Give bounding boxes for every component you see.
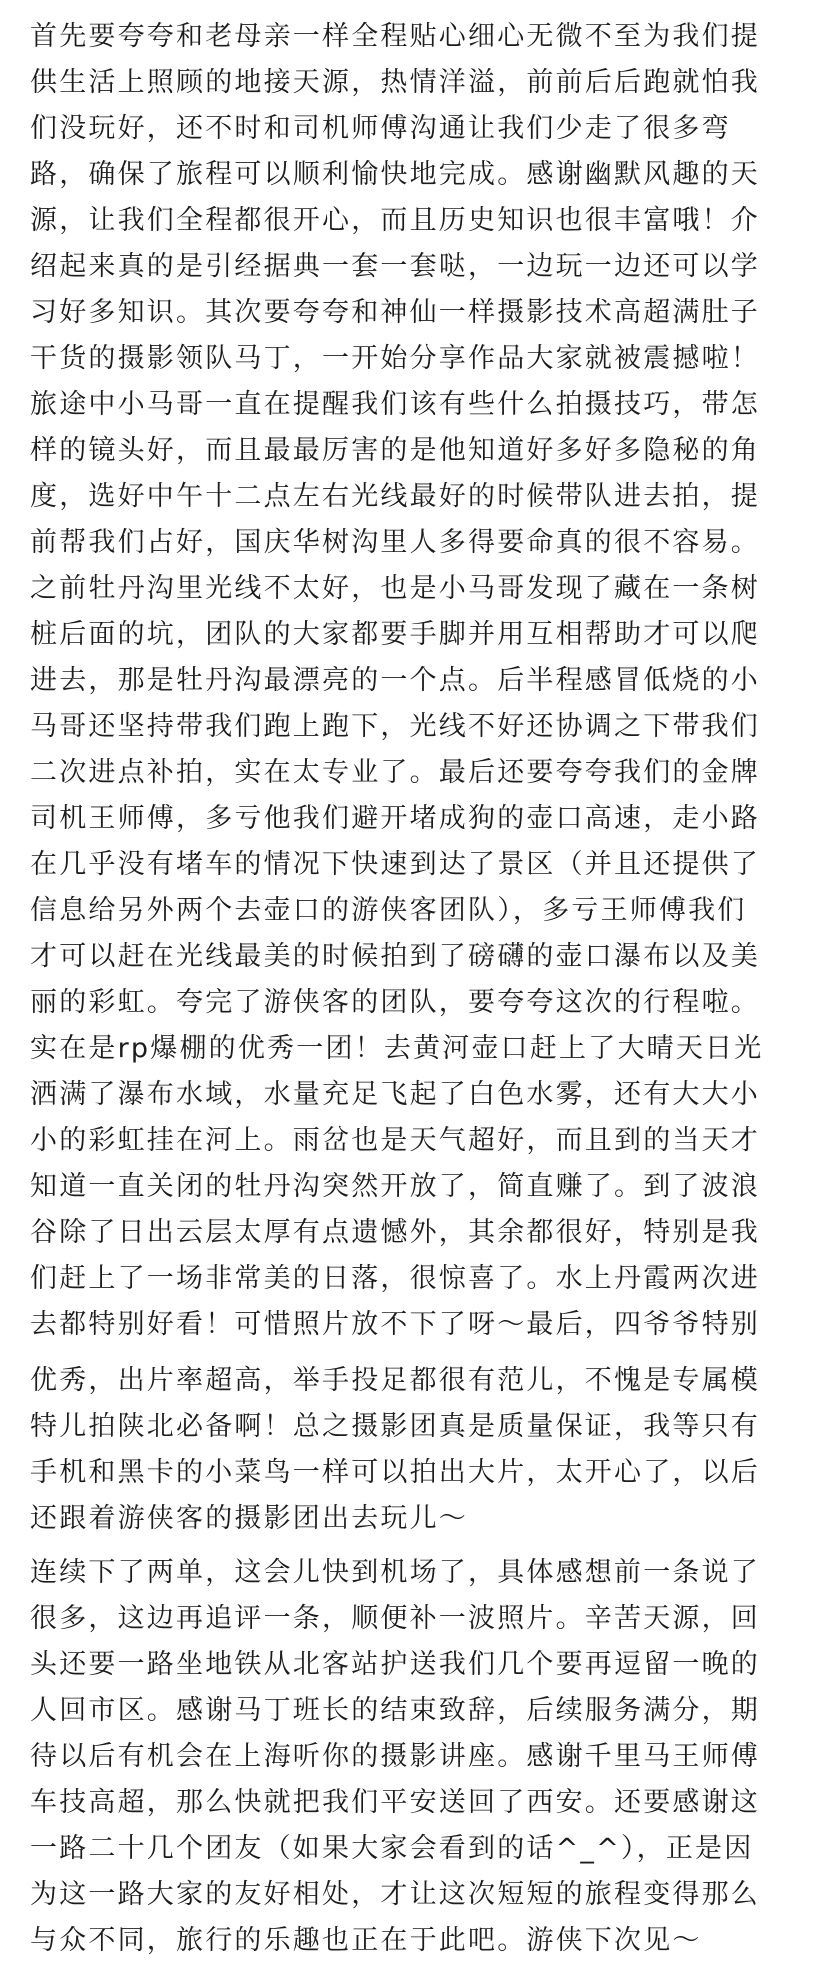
text-line: 还跟着游侠客的摄影团出去玩儿～ <box>30 1503 468 1534</box>
text-line: 之前牡丹沟里光线不太好，也是小马哥发现了藏在一条树 <box>30 573 760 604</box>
text-line: 信息给另外两个去壶口的游侠客团队），多亏王师傅我们 <box>30 895 747 926</box>
text-line: 习好多知识。其次要夸夸和神仙一样摄影技术高超满肚子 <box>30 297 760 328</box>
text-line: 旅途中小马哥一直在提醒我们该有些什么拍摄技巧，带怎 <box>30 389 760 420</box>
text-line: 一路二十几个团友（如果大家会看到的话^_^），正是因 <box>30 1833 754 1864</box>
text-line: 绍起来真的是引经据典一套一套哒，一边玩一边还可以学 <box>30 251 760 282</box>
text-line: 人回市区。感谢马丁班长的结束致辞，后续服务满分，期 <box>30 1695 760 1726</box>
text-line: 才可以赶在光线最美的时候拍到了磅礴的壶口瀑布以及美 <box>30 941 760 972</box>
text-line: 司机王师傅，多亏他我们避开堵成狗的壶口高速，走小路 <box>30 803 760 834</box>
text-line: 去都特别好看！可惜照片放不下了呀～最后，四爷爷特别 <box>30 1309 760 1340</box>
text-line: 与众不同，旅行的乐趣也正在于此吧。游侠下次见～ <box>30 1925 702 1956</box>
text-line: 二次进点补拍，实在太专业了。最后还要夸夸我们的金牌 <box>30 757 760 788</box>
text-line: 优秀，出片率超高，举手投足都很有范儿，不愧是专属模 <box>30 1365 760 1396</box>
text-line: 连续下了两单，这会儿快到机场了，具体感想前一条说了 <box>30 1557 760 1588</box>
text-line: 为这一路大家的友好相处，才让这次短短的旅程变得那么 <box>30 1879 760 1910</box>
text-line: 车技高超，那么快就把我们平安送回了西安。还要感谢这 <box>30 1787 760 1818</box>
text-line: 前帮我们占好，国庆华树沟里人多得要命真的很不容易。 <box>30 527 760 558</box>
text-line: 进去，那是牡丹沟最漂亮的一个点。后半程感冒低烧的小 <box>30 665 760 696</box>
text-line: 们没玩好，还不时和司机师傅沟通让我们少走了很多弯 <box>30 113 731 144</box>
text-line: 样的镜头好，而且最最厉害的是他知道好多好多隐秘的角 <box>30 435 760 466</box>
text-line: 实在是rp爆棚的优秀一团！去黄河壶口赶上了大晴天日光 <box>30 1033 764 1064</box>
text-line: 路，确保了旅程可以顺利愉快地完成。感谢幽默风趣的天 <box>30 159 760 190</box>
text-line: 特儿拍陕北必备啊！总之摄影团真是质量保证，我等只有 <box>30 1411 760 1442</box>
text-line: 首先要夸夸和老母亲一样全程贴心细心无微不至为我们提 <box>30 21 760 52</box>
text-line: 知道一直关闭的牡丹沟突然开放了，简直赚了。到了波浪 <box>30 1171 760 1202</box>
text-line: 干货的摄影领队马丁，一开始分享作品大家就被震撼啦！ <box>30 343 760 374</box>
text-line: 待以后有机会在上海听你的摄影讲座。感谢千里马王师傅 <box>30 1741 760 1772</box>
text-line: 们赶上了一场非常美的日落，很惊喜了。水上丹霞两次进 <box>30 1263 760 1294</box>
text-line: 桩后面的坑，团队的大家都要手脚并用互相帮助才可以爬 <box>30 619 760 650</box>
text-line: 头还要一路坐地铁从北客站护送我们几个要再逗留一晚的 <box>30 1649 760 1680</box>
text-line: 手机和黑卡的小菜鸟一样可以拍出大片，太开心了，以后 <box>30 1457 760 1488</box>
text-line: 度，选好中午十二点左右光线最好的时候带队进去拍，提 <box>30 481 760 512</box>
text-line: 源，让我们全程都很开心，而且历史知识也很丰富哦！介 <box>30 205 760 236</box>
text-line: 洒满了瀑布水域，水量充足飞起了白色水雾，还有大大小 <box>30 1079 760 1110</box>
text-line: 马哥还坚持带我们跑上跑下，光线不好还协调之下带我们 <box>30 711 760 742</box>
text-line: 谷除了日出云层太厚有点遗憾外，其余都很好，特别是我 <box>30 1217 760 1248</box>
text-line: 在几乎没有堵车的情况下快速到达了景区（并且还提供了 <box>30 849 760 880</box>
text-line: 供生活上照顾的地接天源，热情洋溢，前前后后跑就怕我 <box>30 67 760 98</box>
text-line: 丽的彩虹。夸完了游侠客的团队，要夸夸这次的行程啦。 <box>30 987 760 1018</box>
text-line: 小的彩虹挂在河上。雨岔也是天气超好，而且到的当天才 <box>30 1125 760 1156</box>
text-line: 很多，这边再追评一条，顺便补一波照片。辛苦天源，回 <box>30 1603 760 1634</box>
